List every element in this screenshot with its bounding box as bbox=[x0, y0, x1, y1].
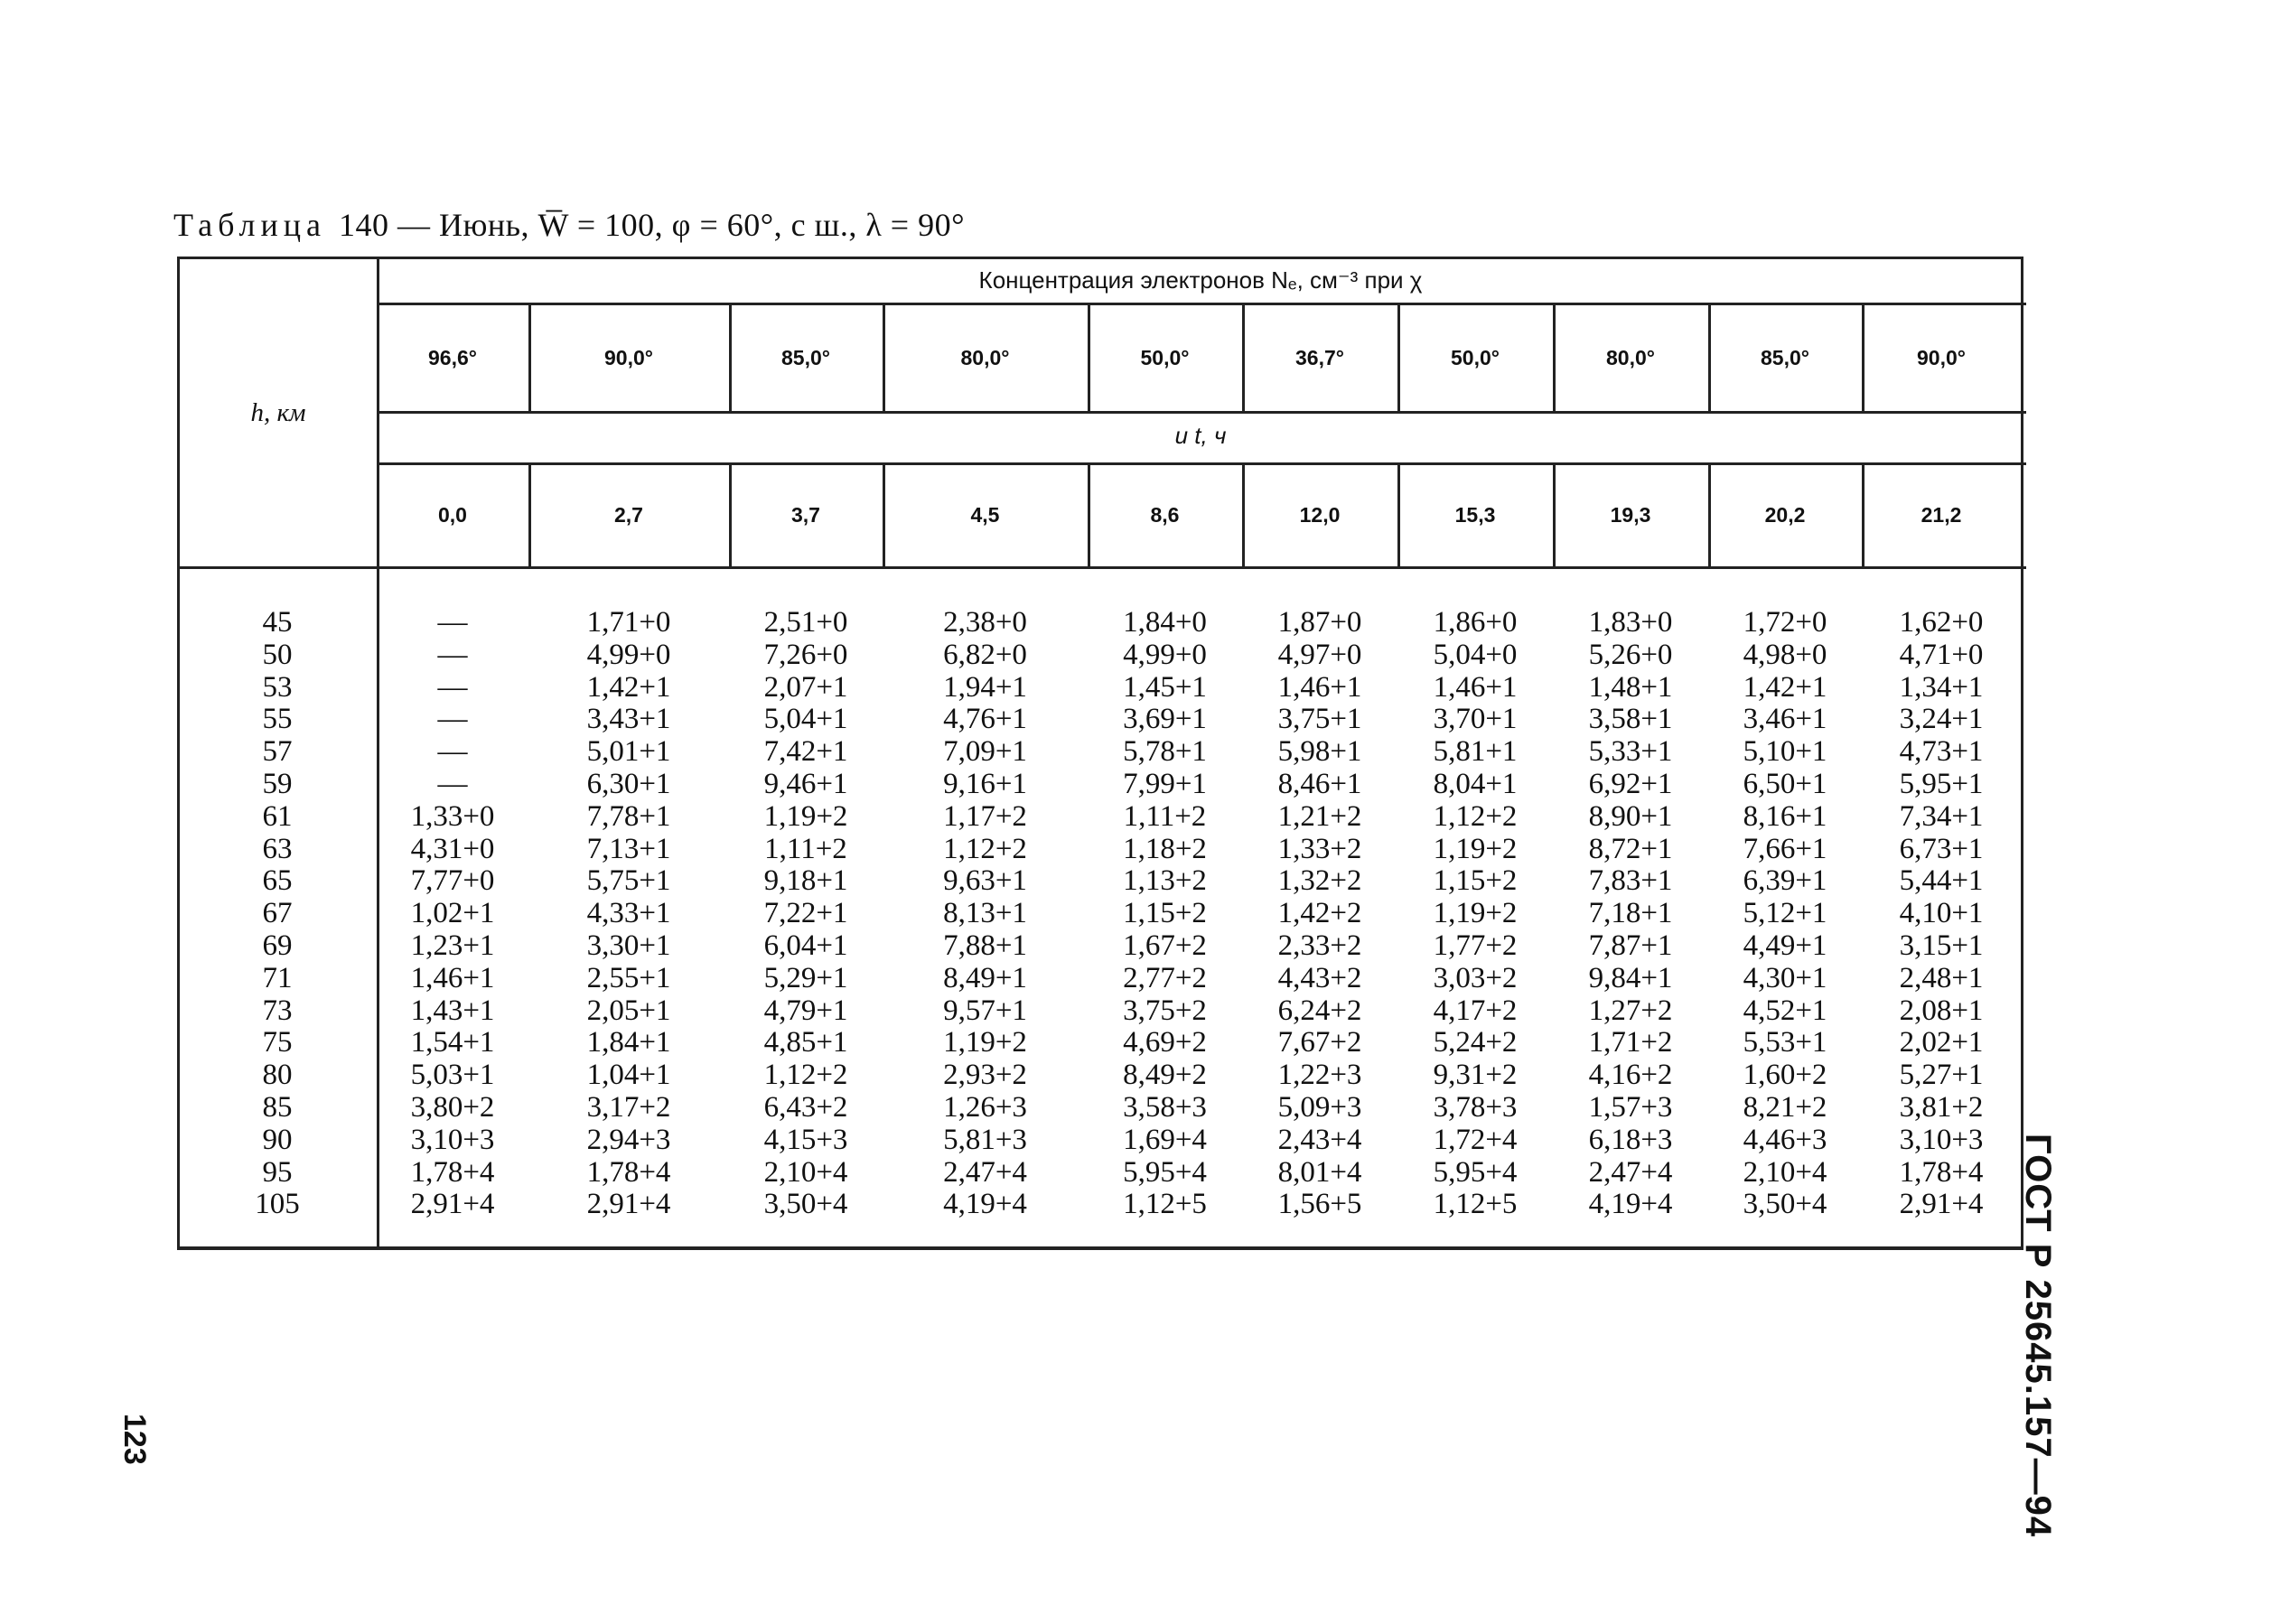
table-cell: 7,78+1 bbox=[586, 800, 671, 833]
group-header: Концентрация электронов Nₑ, см⁻³ при χ bbox=[978, 266, 1423, 294]
row-height-value: 57 bbox=[262, 735, 293, 768]
table-cell: 1,19+2 bbox=[763, 800, 848, 833]
table-cell: 2,43+4 bbox=[1277, 1124, 1362, 1156]
table-cell: 2,07+1 bbox=[763, 671, 848, 704]
table-cell: 7,34+1 bbox=[1899, 800, 1984, 833]
table-cell: 5,95+4 bbox=[1123, 1156, 1207, 1189]
table-cell: 1,60+2 bbox=[1743, 1059, 1827, 1091]
table-cell: 5,75+1 bbox=[586, 864, 671, 897]
chi-header-cell: 85,0° bbox=[781, 345, 830, 369]
table-cell: 7,77+0 bbox=[410, 864, 495, 897]
table-cell: 1,11+2 bbox=[1123, 800, 1207, 833]
caption-label: Таблица bbox=[173, 207, 326, 243]
table-cell: 2,51+0 bbox=[763, 606, 848, 639]
table-cell: 4,19+4 bbox=[1588, 1188, 1673, 1220]
header-bottom-rule bbox=[180, 566, 2026, 569]
table-cell: 1,15+2 bbox=[1433, 864, 1518, 897]
table-cell: 3,58+3 bbox=[1123, 1091, 1207, 1124]
table-cell: 1,34+1 bbox=[1899, 671, 1984, 704]
table-cell: 1,15+2 bbox=[1123, 897, 1207, 929]
page-number: 123 bbox=[117, 1414, 152, 1465]
table-cell: 7,22+1 bbox=[763, 897, 848, 929]
table-cell: 3,30+1 bbox=[586, 929, 671, 962]
table-cell: 1,12+2 bbox=[763, 1059, 848, 1091]
table-cell: 5,04+1 bbox=[763, 703, 848, 735]
table-cell: 1,22+3 bbox=[1277, 1059, 1362, 1091]
t-header-cell: 2,7 bbox=[614, 503, 643, 527]
table-cell: 1,12+5 bbox=[1123, 1188, 1207, 1220]
table-cell: 4,85+1 bbox=[763, 1026, 848, 1059]
table-cell: 4,33+1 bbox=[586, 897, 671, 929]
table-cell: 5,44+1 bbox=[1899, 864, 1984, 897]
table-cell: 4,98+0 bbox=[1743, 639, 1827, 671]
table-cell: 1,42+1 bbox=[1743, 671, 1827, 704]
chi-header-cell: 80,0° bbox=[960, 345, 1010, 369]
table-cell: 6,24+2 bbox=[1277, 994, 1362, 1027]
table-cell: 7,42+1 bbox=[763, 735, 848, 768]
table-cell: 4,76+1 bbox=[943, 703, 1027, 735]
table-cell: — bbox=[437, 735, 468, 768]
table-cell: 2,94+3 bbox=[586, 1124, 671, 1156]
table-cell: — bbox=[437, 639, 468, 671]
table-cell: 7,87+1 bbox=[1588, 929, 1673, 962]
table-cell: 5,33+1 bbox=[1588, 735, 1673, 768]
table-cell: 4,31+0 bbox=[410, 833, 495, 865]
caption-text: 140 — Июнь, W̅ = 100, φ = 60°, с ш., λ = 90° bbox=[338, 207, 966, 243]
table-cell: 7,83+1 bbox=[1588, 864, 1673, 897]
table-cell: — bbox=[437, 606, 468, 639]
table-cell: 5,27+1 bbox=[1899, 1059, 1984, 1091]
table-cell: 5,98+1 bbox=[1277, 735, 1362, 768]
row-height-value: 80 bbox=[262, 1059, 293, 1091]
table-cell: 3,03+2 bbox=[1433, 962, 1518, 994]
table-cell: 5,03+1 bbox=[410, 1059, 495, 1091]
table-cell: 1,43+1 bbox=[410, 994, 495, 1027]
table-cell: 4,52+1 bbox=[1743, 994, 1827, 1027]
table-cell: 8,72+1 bbox=[1588, 833, 1673, 865]
table-cell: — bbox=[437, 703, 468, 735]
table-cell: 5,10+1 bbox=[1743, 735, 1827, 768]
row-height-value: 67 bbox=[262, 897, 293, 929]
table-cell: 3,15+1 bbox=[1899, 929, 1984, 962]
table-cell: 8,16+1 bbox=[1743, 800, 1827, 833]
table-cell: 6,73+1 bbox=[1899, 833, 1984, 865]
table-cell: 1,02+1 bbox=[410, 897, 495, 929]
chi-header-cell: 96,6° bbox=[428, 345, 477, 369]
table-cell: 3,50+4 bbox=[763, 1188, 848, 1220]
table-cell: 7,13+1 bbox=[586, 833, 671, 865]
table-cell: 1,12+2 bbox=[1433, 800, 1518, 833]
table-cell: 1,19+2 bbox=[1433, 897, 1518, 929]
sub-header: и t, ч bbox=[1174, 422, 1227, 449]
table-cell: 2,91+4 bbox=[410, 1188, 495, 1220]
table-cell: 5,12+1 bbox=[1743, 897, 1827, 929]
row-height-value: 55 bbox=[262, 703, 293, 735]
row-height-value: 71 bbox=[262, 962, 293, 994]
table-cell: 1,12+5 bbox=[1433, 1188, 1518, 1220]
table-cell: 4,30+1 bbox=[1743, 962, 1827, 994]
table-cell: 1,11+2 bbox=[764, 833, 847, 865]
table-cell: 1,42+2 bbox=[1277, 897, 1362, 929]
table-cell: 6,04+1 bbox=[763, 929, 848, 962]
table-cell: 1,19+2 bbox=[943, 1026, 1027, 1059]
table-cell: 3,81+2 bbox=[1899, 1091, 1984, 1124]
table-cell: 1,56+5 bbox=[1277, 1188, 1362, 1220]
table-cell: 1,78+4 bbox=[410, 1156, 495, 1189]
table-cell: 3,43+1 bbox=[586, 703, 671, 735]
table-cell: 1,72+4 bbox=[1433, 1124, 1518, 1156]
chi-header-cell: 50,0° bbox=[1140, 345, 1190, 369]
table-cell: 2,47+4 bbox=[943, 1156, 1027, 1189]
table-cell: 1,83+0 bbox=[1588, 606, 1673, 639]
table-cell: 1,54+1 bbox=[410, 1026, 495, 1059]
table-cell: 5,95+4 bbox=[1433, 1156, 1518, 1189]
table-cell: 2,10+4 bbox=[1743, 1156, 1827, 1189]
table-cell: 2,02+1 bbox=[1899, 1026, 1984, 1059]
table-cell: 4,99+0 bbox=[586, 639, 671, 671]
table-cell: 5,95+1 bbox=[1899, 768, 1984, 800]
t-header-cell: 20,2 bbox=[1764, 503, 1806, 527]
row-height-value: 73 bbox=[262, 994, 293, 1027]
table-cell: 4,15+3 bbox=[763, 1124, 848, 1156]
table-cell: 1,69+4 bbox=[1123, 1124, 1207, 1156]
table-cell: 4,19+4 bbox=[943, 1188, 1027, 1220]
table-cell: 1,72+0 bbox=[1743, 606, 1827, 639]
table-cell: 6,30+1 bbox=[586, 768, 671, 800]
table-cell: 3,75+2 bbox=[1123, 994, 1207, 1027]
table-cell: 5,78+1 bbox=[1123, 735, 1207, 768]
data-table bbox=[177, 257, 2023, 1250]
table-cell: 6,50+1 bbox=[1743, 768, 1827, 800]
table-cell: 1,26+3 bbox=[943, 1091, 1027, 1124]
table-cell: 1,42+1 bbox=[586, 671, 671, 704]
table-cell: 5,24+2 bbox=[1433, 1026, 1518, 1059]
table-cell: 7,67+2 bbox=[1277, 1026, 1362, 1059]
table-cell: 3,75+1 bbox=[1277, 703, 1362, 735]
t-header-cell: 0,0 bbox=[438, 503, 467, 527]
t-header-cell: 8,6 bbox=[1150, 503, 1180, 527]
row-header-label: h, км bbox=[250, 397, 306, 427]
table-cell: 2,91+4 bbox=[1899, 1188, 1984, 1220]
table-cell: 3,50+4 bbox=[1743, 1188, 1827, 1220]
row-height-value: 69 bbox=[262, 929, 293, 962]
table-cell: 8,13+1 bbox=[943, 897, 1027, 929]
table-cell: 8,49+2 bbox=[1123, 1059, 1207, 1091]
table-cell: 6,39+1 bbox=[1743, 864, 1827, 897]
table-cell: 8,90+1 bbox=[1588, 800, 1673, 833]
table-cell: 2,05+1 bbox=[586, 994, 671, 1027]
table-cell: 7,88+1 bbox=[943, 929, 1027, 962]
table-cell: 1,17+2 bbox=[943, 800, 1027, 833]
table-cell: 7,09+1 bbox=[943, 735, 1027, 768]
table-cell: 9,57+1 bbox=[943, 994, 1027, 1027]
table-cell: 1,33+0 bbox=[410, 800, 495, 833]
table-cell: 8,04+1 bbox=[1433, 768, 1518, 800]
table-cell: 1,48+1 bbox=[1588, 671, 1673, 704]
table-cell: 2,47+4 bbox=[1588, 1156, 1673, 1189]
table-cell: 2,93+2 bbox=[943, 1059, 1027, 1091]
table-cell: 2,38+0 bbox=[943, 606, 1027, 639]
t-header-cell: 3,7 bbox=[791, 503, 820, 527]
table-cell: 3,24+1 bbox=[1899, 703, 1984, 735]
table-cell: 1,77+2 bbox=[1433, 929, 1518, 962]
table-cell: 2,77+2 bbox=[1123, 962, 1207, 994]
table-cell: 1,45+1 bbox=[1123, 671, 1207, 704]
row-height-value: 61 bbox=[262, 800, 293, 833]
table-cell: 1,62+0 bbox=[1899, 606, 1984, 639]
table-cell: 1,78+4 bbox=[586, 1156, 671, 1189]
table-cell: 4,43+2 bbox=[1277, 962, 1362, 994]
table-cell: 6,82+0 bbox=[943, 639, 1027, 671]
table-cell: 8,01+4 bbox=[1277, 1156, 1362, 1189]
table-cell: 3,70+1 bbox=[1433, 703, 1518, 735]
table-cell: 4,16+2 bbox=[1588, 1059, 1673, 1091]
table-cell: 5,81+1 bbox=[1433, 735, 1518, 768]
table-cell: 8,46+1 bbox=[1277, 768, 1362, 800]
table-cell: 3,17+2 bbox=[586, 1091, 671, 1124]
t-header-cell: 21,2 bbox=[1921, 503, 1962, 527]
table-cell: 1,57+3 bbox=[1588, 1091, 1673, 1124]
table-cell: 2,33+2 bbox=[1277, 929, 1362, 962]
chi-header-cell: 90,0° bbox=[1917, 345, 1966, 369]
table-caption bbox=[173, 206, 965, 244]
table-cell: 7,99+1 bbox=[1123, 768, 1207, 800]
table-cell: 1,86+0 bbox=[1433, 606, 1518, 639]
table-cell: 6,92+1 bbox=[1588, 768, 1673, 800]
row-height-value: 75 bbox=[262, 1026, 293, 1059]
t-header-cell: 19,3 bbox=[1610, 503, 1651, 527]
table-cell: 3,10+3 bbox=[410, 1124, 495, 1156]
table-cell: 4,71+0 bbox=[1899, 639, 1984, 671]
chi-header-cell: 36,7° bbox=[1295, 345, 1344, 369]
table-cell: 3,58+1 bbox=[1588, 703, 1673, 735]
table-cell: 3,80+2 bbox=[410, 1091, 495, 1124]
table-cell: 5,81+3 bbox=[943, 1124, 1027, 1156]
table-cell: 6,18+3 bbox=[1588, 1124, 1673, 1156]
chi-header-cell: 50,0° bbox=[1451, 345, 1500, 369]
table-cell: 9,46+1 bbox=[763, 768, 848, 800]
table-cell: 1,13+2 bbox=[1123, 864, 1207, 897]
row-height-value: 59 bbox=[262, 768, 293, 800]
chi-header-cell: 85,0° bbox=[1761, 345, 1809, 369]
t-header-cell: 4,5 bbox=[970, 503, 1000, 527]
table-cell: 2,08+1 bbox=[1899, 994, 1984, 1027]
table-cell: 1,71+2 bbox=[1588, 1026, 1673, 1059]
chi-header-cell: 80,0° bbox=[1606, 345, 1655, 369]
table-cell: 4,46+3 bbox=[1743, 1124, 1827, 1156]
row-height-value: 45 bbox=[262, 606, 293, 639]
table-cell: 5,01+1 bbox=[586, 735, 671, 768]
table-cell: 2,55+1 bbox=[586, 962, 671, 994]
table-cell: 1,27+2 bbox=[1588, 994, 1673, 1027]
row-height-value: 105 bbox=[255, 1188, 300, 1220]
table-cell: 1,18+2 bbox=[1123, 833, 1207, 865]
table-cell: 8,49+1 bbox=[943, 962, 1027, 994]
table-cell: 2,48+1 bbox=[1899, 962, 1984, 994]
table-cell: 1,46+1 bbox=[410, 962, 495, 994]
table-cell: 7,26+0 bbox=[763, 639, 848, 671]
document-code: ГОСТ Р 25645.157—94 bbox=[2018, 1134, 2058, 1538]
table-cell: 3,69+1 bbox=[1123, 703, 1207, 735]
table-cell: — bbox=[437, 671, 468, 704]
table-cell: 1,32+2 bbox=[1277, 864, 1362, 897]
table-cell: 1,67+2 bbox=[1123, 929, 1207, 962]
t-header-cell: 12,0 bbox=[1299, 503, 1341, 527]
table-cell: 9,31+2 bbox=[1433, 1059, 1518, 1091]
t-header-cell: 15,3 bbox=[1454, 503, 1496, 527]
table-cell: 9,16+1 bbox=[943, 768, 1027, 800]
table-cell: 1,21+2 bbox=[1277, 800, 1362, 833]
table-cell: 4,17+2 bbox=[1433, 994, 1518, 1027]
table-cell: 1,23+1 bbox=[410, 929, 495, 962]
table-cell: 9,63+1 bbox=[943, 864, 1027, 897]
row-height-value: 95 bbox=[262, 1156, 293, 1189]
table-cell: 3,46+1 bbox=[1743, 703, 1827, 735]
row-height-value: 53 bbox=[262, 671, 293, 704]
table-cell: 1,87+0 bbox=[1277, 606, 1362, 639]
table-cell: 1,04+1 bbox=[586, 1059, 671, 1091]
row-height-value: 50 bbox=[262, 639, 293, 671]
table-cell: 1,46+1 bbox=[1433, 671, 1518, 704]
row-height-value: 65 bbox=[262, 864, 293, 897]
table-cell: 1,78+4 bbox=[1899, 1156, 1984, 1189]
row-height-value: 85 bbox=[262, 1091, 293, 1124]
table-cell: 1,84+1 bbox=[586, 1026, 671, 1059]
table-cell: 4,97+0 bbox=[1277, 639, 1362, 671]
table-cell: 9,18+1 bbox=[763, 864, 848, 897]
table-cell: 6,43+2 bbox=[763, 1091, 848, 1124]
table-cell: 4,69+2 bbox=[1123, 1026, 1207, 1059]
table-cell: 4,99+0 bbox=[1123, 639, 1207, 671]
table-cell: 1,12+2 bbox=[943, 833, 1027, 865]
table-cell: 4,79+1 bbox=[763, 994, 848, 1027]
table-cell: 5,53+1 bbox=[1743, 1026, 1827, 1059]
table-cell: — bbox=[437, 768, 468, 800]
table-cell: 3,10+3 bbox=[1899, 1124, 1984, 1156]
table-cell: 9,84+1 bbox=[1588, 962, 1673, 994]
table-cell: 1,46+1 bbox=[1277, 671, 1362, 704]
table-cell: 5,26+0 bbox=[1588, 639, 1673, 671]
table-cell: 1,84+0 bbox=[1123, 606, 1207, 639]
table-cell: 5,29+1 bbox=[763, 962, 848, 994]
chi-row-rule bbox=[377, 411, 2026, 414]
table-cell: 7,66+1 bbox=[1743, 833, 1827, 865]
table-cell: 8,21+2 bbox=[1743, 1091, 1827, 1124]
table-cell: 1,71+0 bbox=[586, 606, 671, 639]
table-cell: 5,09+3 bbox=[1277, 1091, 1362, 1124]
table-cell: 4,49+1 bbox=[1743, 929, 1827, 962]
table-cell: 1,19+2 bbox=[1433, 833, 1518, 865]
chi-header-cell: 90,0° bbox=[604, 345, 653, 369]
row-height-value: 90 bbox=[262, 1124, 293, 1156]
table-cell: 4,73+1 bbox=[1899, 735, 1984, 768]
table-cell: 4,10+1 bbox=[1899, 897, 1984, 929]
table-cell: 2,10+4 bbox=[763, 1156, 848, 1189]
table-cell: 5,04+0 bbox=[1433, 639, 1518, 671]
table-cell: 7,18+1 bbox=[1588, 897, 1673, 929]
table-cell: 2,91+4 bbox=[586, 1188, 671, 1220]
table-cell: 3,78+3 bbox=[1433, 1091, 1518, 1124]
table-cell: 1,33+2 bbox=[1277, 833, 1362, 865]
table-cell: 1,94+1 bbox=[943, 671, 1027, 704]
row-height-value: 63 bbox=[262, 833, 293, 865]
